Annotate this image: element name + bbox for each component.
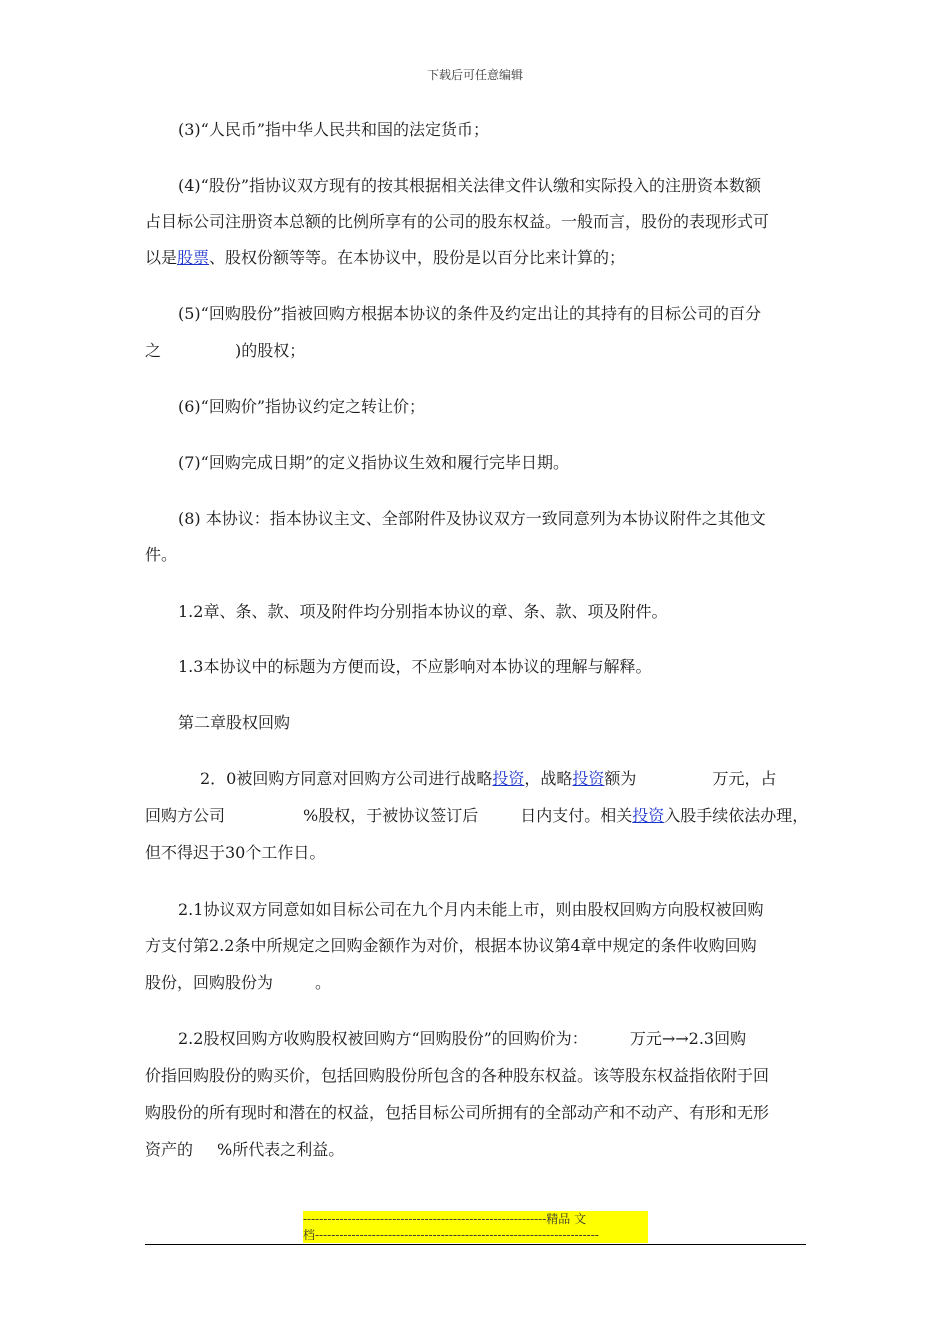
text-span: 万元，占 — [712, 769, 777, 788]
page-header: 下载后可任意编辑 — [426, 68, 523, 82]
text-span: 资产的 — [145, 1140, 194, 1159]
text-span: 2.2股权回购方收购股权被回购方“回购股份”的回购价为： — [178, 1029, 588, 1048]
paragraph-line: (4)“股份”指协议双方现有的按其根据相关法律文件认缴和实际投入的注册资本数额 — [178, 176, 762, 195]
text-span: 日内支付。相关 — [520, 806, 633, 825]
paragraph-line: (7)“回购完成日期”的定义指协议生效和履行完毕日期。 — [178, 453, 570, 472]
text-span: )的股权； — [235, 341, 306, 360]
paragraph-line: 2.1协议双方同意如如目标公司在九个月内未能上市，则由股权回购方向股权被回购 — [178, 900, 764, 919]
chapter-heading: 第二章股权回购 — [178, 713, 291, 732]
footer-watermark-line: 档---------------------------------------------------------------------- — [303, 1227, 648, 1243]
investment-link[interactable]: 投资 — [492, 769, 525, 788]
paragraph-line: 占目标公司注册资本总额的比例所享有的公司的股东权益。一般而言，股份的表现形式可 — [145, 212, 770, 231]
text-span: 万元 — [629, 1029, 662, 1048]
text-span: 2．0被回购方同意对回购方公司进行战略 — [200, 769, 493, 788]
paragraph-line — [145, 248, 625, 268]
paragraph-line: 件。 — [145, 545, 178, 564]
text-span: ，战略 — [524, 769, 573, 788]
text-span: %股权，于被协议签订后 — [303, 806, 479, 825]
footer-divider — [145, 1244, 806, 1245]
paragraph-line: 方支付第2.2条中所规定之回购金额作为对价，根据本协议第4章中规定的条件收购回购 — [145, 936, 757, 955]
paragraph-line: 1.3本协议中的标题为方便而设，不应影响对本协议的理解与解释。 — [178, 657, 652, 676]
paragraph-line: 价指回购股份的购买价，包括回购股份所包含的各种股东权益。该等股东权益指依附于回 — [145, 1066, 770, 1085]
text-span: 之 — [145, 341, 162, 360]
arrow-symbol: →→ — [661, 1029, 689, 1048]
text-span: 额为 — [604, 769, 637, 788]
text-span: 股份，回购股份为 — [145, 973, 274, 992]
paragraph-line — [145, 806, 808, 826]
paragraph-line: 1.2章、条、款、项及附件均分别指本协议的章、条、款、项及附件。 — [178, 602, 668, 621]
text-span: 以是 — [145, 248, 178, 267]
text-span: 入股手续依法办理， — [664, 806, 809, 825]
investment-link[interactable]: 投资 — [632, 806, 665, 825]
paragraph-line: (6)“回购价”指协议约定之转让价； — [178, 397, 426, 416]
text-span: 回购方公司 — [145, 806, 226, 825]
investment-link[interactable]: 投资 — [572, 769, 605, 788]
paragraph-line — [145, 1140, 344, 1160]
paragraph-line: (3)“人民币”指中华人民共和国的法定货币； — [178, 120, 490, 139]
paragraph-line — [200, 769, 776, 789]
stock-link[interactable]: 股票 — [177, 248, 210, 267]
paragraph-line: (5)“回购股份”指被回购方根据本协议的条件及约定出让的其持有的目标公司的百分 — [178, 304, 762, 323]
text-span: 、股权份额等等。在本协议中，股份是以百分比来计算的； — [209, 248, 626, 267]
footer-watermark-line: ------------------------------------------------------------精品 文 — [303, 1211, 648, 1227]
paragraph-line: 但不得迟于30个工作日。 — [145, 843, 326, 862]
text-span: 。 — [315, 973, 332, 992]
paragraph-line — [145, 341, 305, 361]
text-span: 2.3回购 — [688, 1029, 747, 1048]
text-span: %所代表之利益。 — [217, 1140, 345, 1159]
paragraph-line — [178, 1029, 746, 1049]
paragraph-line — [145, 973, 331, 993]
paragraph-line: (8) 本协议：指本协议主文、全部附件及协议双方一致同意列为本协议附件之其他文 — [178, 509, 766, 528]
paragraph-line: 购股份的所有现时和潜在的权益，包括目标公司所拥有的全部动产和不动产、有形和无形 — [145, 1103, 770, 1122]
